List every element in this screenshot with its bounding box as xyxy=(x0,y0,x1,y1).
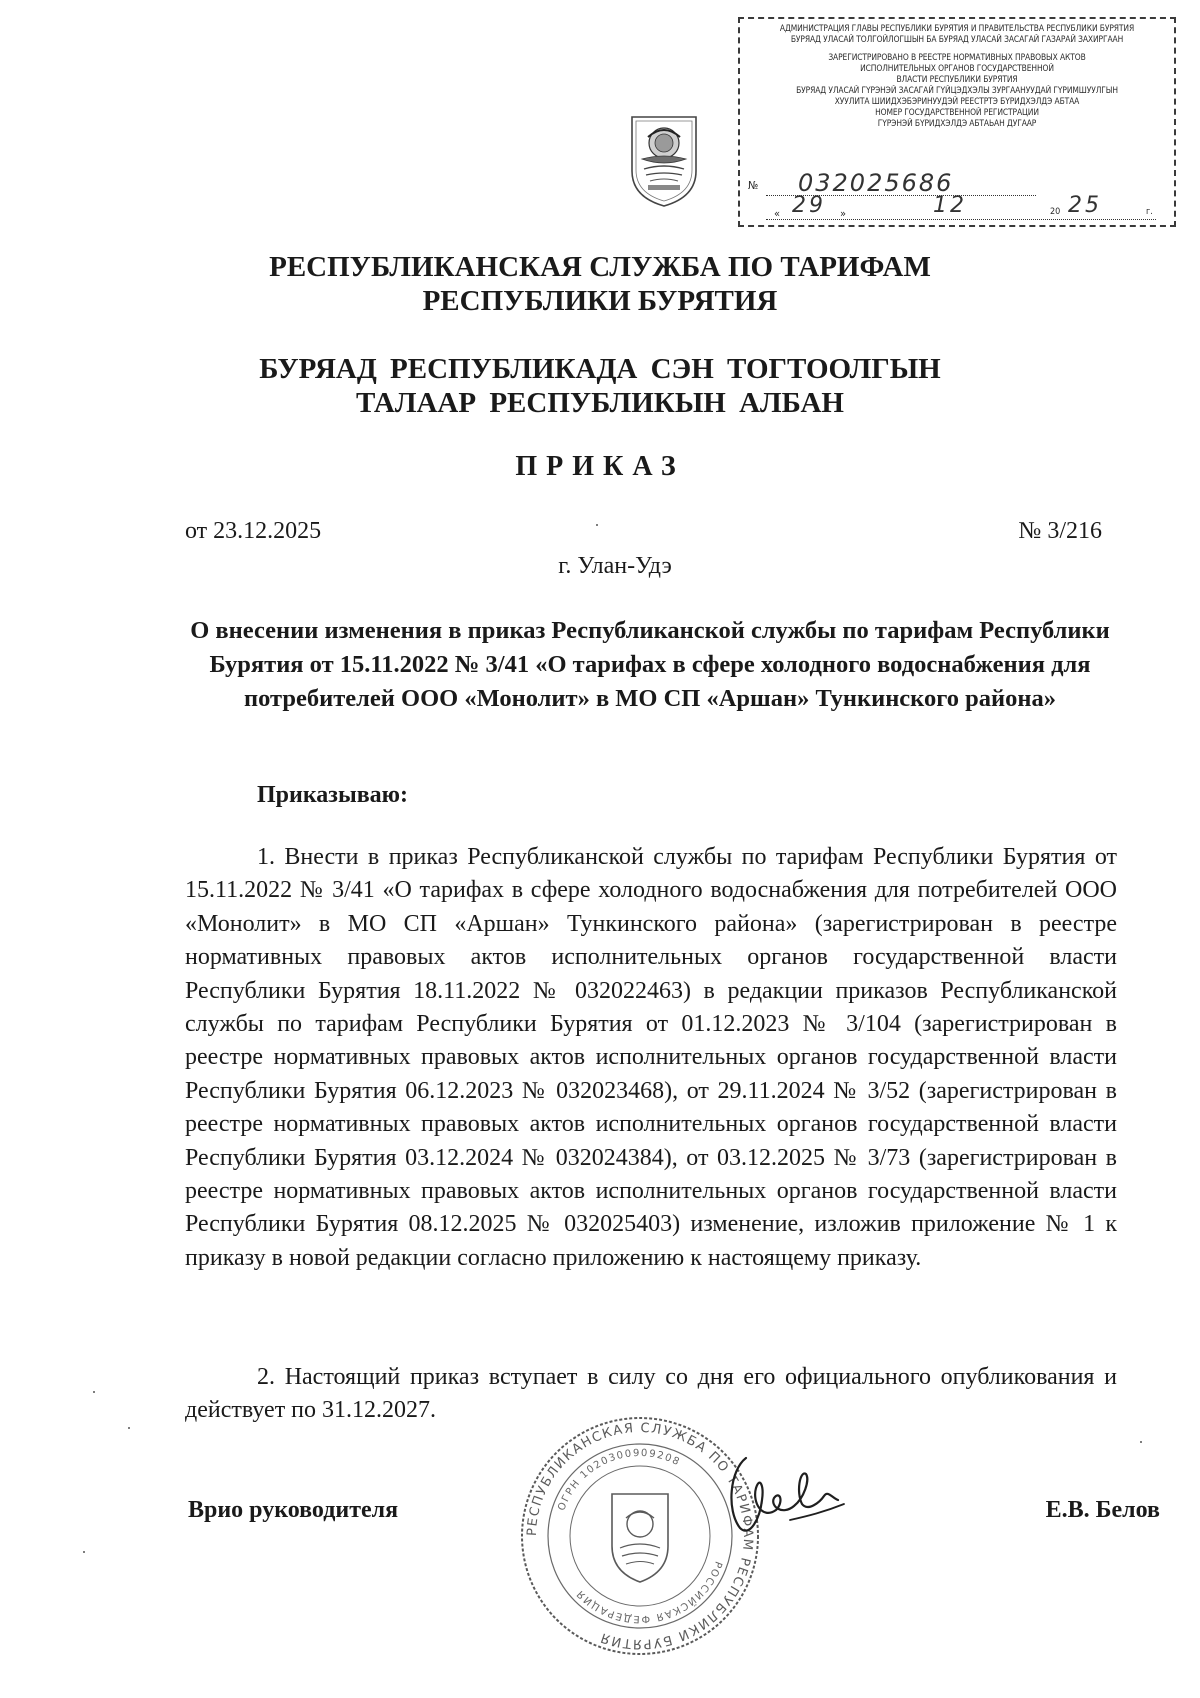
org-heading-bua-text: БУРЯАД РЕСПУБЛИКАДА СЭН ТОГТООЛГЫН ТАЛААР РЕСПУБЛИКЫН АЛБАН xyxy=(259,353,941,419)
date-underline xyxy=(766,219,1156,220)
registration-stamp xyxy=(738,17,1176,227)
close-quote: » xyxy=(840,207,847,220)
order-city: г. Улан-Удэ xyxy=(558,553,672,579)
stamp-line: ВЛАСТИ РЕСПУБЛИКИ БУРЯТИЯ xyxy=(896,74,1018,84)
stamp-line: АДМИНИСТРАЦИЯ ГЛАВЫ РЕСПУБЛИКИ БУРЯТИЯ И ПРАВИТЕЛЬСТВА РЕСПУБЛИКИ БУРЯТИЯ xyxy=(779,23,1135,33)
paragraph-1: 1. Внести в приказ Республиканской службы по тарифам Республики Бурятия от 15.11.2022 № 3/41 «О тарифах в сфере холодного водоснабжения для потребителей ООО «Монолит» в МО СП «Аршан» Тункинского района» (зарегистрирован в реестре нормативных правовых актов исполнительных органов государственной власти Республики Бурятия 18.11.2022 № 032022463) в редакции приказов Республиканской службы по тарифам Республики Бурятия от 01.12.2023 № 3/104 (зарегистрирован в реестре нормативных правовых актов исполнительных органов государственной власти Республики Бурятия 06.12.2023 № 032023468), от 29.11.2024 № 3/52 (зарегистрирован в реестре нормативных правовых актов исполнительных органов государственной власти Республики Бурятия 03.12.2024 № 032024384), от 03.12.2025 № 3/73 (зарегистрирован в реестре нормативных правовых актов исполнительных органов государственной власти Республики Бурятия 08.12.2025 № 032025403) изменение, изложив приложение № 1 к приказу в новой редакции согласно приложению к настоящему приказу. xyxy=(185,844,1117,1271)
stamp-line: ГYРЭНЭЙ БYРИДХЭЛДЭ АБТАЬАН ДУГААР xyxy=(877,118,1037,128)
open-quote: « xyxy=(774,207,781,220)
stamp-line: ХУУЛИТА ШИИДХЭБЭРИНУУДЭЙ РЕЕСТРТЭ БYРИДХЭЛДЭ АБТАА xyxy=(834,96,1080,106)
registration-year: 25 xyxy=(1068,193,1102,218)
scan-speck xyxy=(93,1391,95,1393)
scan-speck xyxy=(83,1551,85,1553)
stamp-line: НОМЕР ГОСУДАРСТВЕННОЙ РЕГИСТРАЦИИ xyxy=(875,107,1039,117)
scan-speck xyxy=(596,524,598,526)
scan-speck xyxy=(1140,1441,1142,1443)
number-symbol: № xyxy=(748,179,759,192)
scan-speck xyxy=(128,1427,130,1429)
seal-emblem-icon xyxy=(612,1494,668,1582)
order-subject: О внесении изменения в приказ Республиканской службы по тарифам Республики Бурятия от 15.11.2022 № 3/41 «О тарифах в сфере холодного водоснабжения для потребителей ООО «Монолит» в МО СП «Аршан» Тункинского района» xyxy=(190,617,1110,712)
seal-outer-text: РЕСПУБЛИКАНСКАЯ СЛУЖБА ПО ТАРИФАМ РЕСПУБЛИКИ БУРЯТИЯ xyxy=(524,1420,756,1652)
registration-month: 12 xyxy=(933,193,967,218)
year-suffix: г. xyxy=(1146,207,1153,217)
registration-year-prefix: 20 xyxy=(1050,207,1061,217)
registration-date-row xyxy=(748,193,1168,225)
seal-side-text: РОССИЙСКАЯ ФЕДЕРАЦИЯ xyxy=(574,1559,724,1625)
stamp-line: БУРЯАД УЛАСАЙ ТОЛГОЙЛОГШЫН БА БУРЯАД УЛАСАЙ ЗАСАГАЙ ГАЗАРАЙ ЗАХИРГААН xyxy=(790,34,1124,44)
org-heading-ru xyxy=(0,250,1200,318)
org-heading-bua xyxy=(0,352,1200,420)
registration-day: 29 xyxy=(792,193,826,218)
org-heading-ru-text: РЕСПУБЛИКАНСКАЯ СЛУЖБА ПО ТАРИФАМ РЕСПУБЛИКИ БУРЯТИЯ xyxy=(269,251,931,317)
registration-number: 032025686 xyxy=(798,169,954,197)
order-date: от 23.12.2025 xyxy=(185,518,322,544)
seal-inner-text: ОГРН 1020300909208 xyxy=(556,1447,683,1513)
stamp-line: ИСПОЛНИТЕЛЬНЫХ ОРГАНОВ ГОСУДАРСТВЕННОЙ xyxy=(860,63,1054,73)
handwritten-signature xyxy=(720,1440,850,1550)
coat-of-arms-icon xyxy=(628,113,700,209)
order-number: № 3/216 xyxy=(1018,518,1102,544)
paragraph-2: 2. Настоящий приказ вступает в силу со дня его официального опубликования и действует по 31.12.2027. xyxy=(185,1364,1117,1424)
signatory-title: Врио руководителя xyxy=(188,1497,399,1523)
order-directive: Приказываю: xyxy=(257,782,408,808)
stamp-line: ЗАРЕГИСТРИРОВАНО В РЕЕСТРЕ НОРМАТИВНЫХ ПРАВОВЫХ АКТОВ xyxy=(828,52,1086,62)
stamp-line: БУРЯАД УЛАСАЙ ГYРЭНЭЙ ЗАСАГАЙ ГYЙЦЭДХЭЛЫ ЗУРГААНУУДАЙ ГYРИМШУУЛГЫН xyxy=(796,85,1118,95)
document-type: ПРИКАЗ xyxy=(515,451,685,482)
signatory-name: Е.В. Белов xyxy=(1045,1497,1160,1523)
